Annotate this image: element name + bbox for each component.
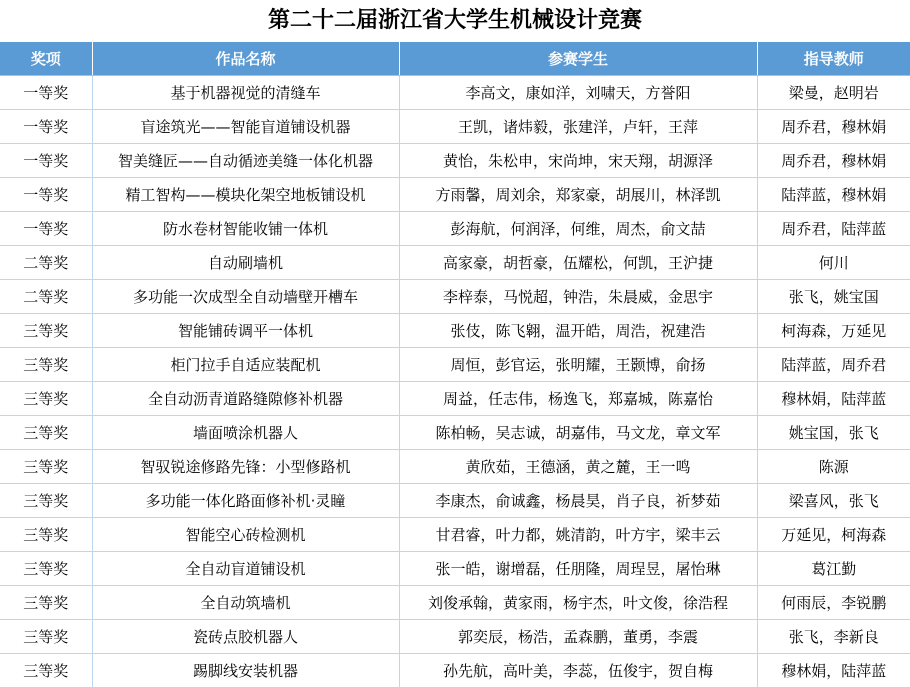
table-header-row [0,42,910,76]
header-award: 奖项 [0,42,92,76]
awards-table [0,42,910,688]
award-cell: 三等奖 [0,450,92,484]
advisors-cell: 陈源 [757,450,910,484]
table-row [0,246,910,280]
award-cell: 三等奖 [0,314,92,348]
award-cell: 三等奖 [0,348,92,382]
advisors-cell: 穆林娟，陆萍蓝 [757,382,910,416]
table-row [0,212,910,246]
advisors-cell: 何川 [757,246,910,280]
advisors-cell: 柯海森，万延见 [757,314,910,348]
work-title-cell: 自动刷墙机 [92,246,399,280]
students-cell: 陈柏畅，吴志诚，胡嘉伟，马文龙，章文军 [399,416,757,450]
work-title-cell: 智能空心砖检测机 [92,518,399,552]
award-cell: 三等奖 [0,620,92,654]
work-title-cell: 全自动盲道铺设机 [92,552,399,586]
work-title-cell: 盲途筑光——智能盲道铺设机器 [92,110,399,144]
advisors-cell: 何雨辰，李锐鹏 [757,586,910,620]
work-title-cell: 基于机器视觉的清缝车 [92,76,399,110]
work-title-cell: 全自动沥青道路缝隙修补机器 [92,382,399,416]
award-cell: 三等奖 [0,586,92,620]
table-body [0,76,910,688]
table-row [0,484,910,518]
award-cell: 一等奖 [0,212,92,246]
students-cell: 周恒，彭官运，张明耀，王颢博，俞扬 [399,348,757,382]
table-row [0,620,910,654]
students-cell: 李康杰，俞诚鑫，杨晨昊，肖子良，祈梦茹 [399,484,757,518]
students-cell: 刘俊承翰，黄家雨，杨宇杰，叶文俊，徐浩程 [399,586,757,620]
students-cell: 张伎，陈飞翱，温开皓，周浩，祝建浩 [399,314,757,348]
table-row [0,144,910,178]
table-row [0,110,910,144]
students-cell: 孙先航，高叶美，李蕊，伍俊宇，贺自梅 [399,654,757,688]
advisors-cell: 张飞，李新良 [757,620,910,654]
header-advisors: 指导教师 [757,42,910,76]
students-cell: 张一皓，谢增磊，任朋隆，周珵昱，屠怡琳 [399,552,757,586]
advisors-cell: 万延见，柯海森 [757,518,910,552]
table-row [0,518,910,552]
advisors-cell: 周乔君，穆林娟 [757,144,910,178]
work-title-cell: 防水卷材智能收铺一体机 [92,212,399,246]
award-cell: 一等奖 [0,110,92,144]
award-cell: 三等奖 [0,382,92,416]
table-row [0,654,910,688]
work-title-cell: 瓷砖点胶机器人 [92,620,399,654]
award-cell: 一等奖 [0,144,92,178]
table-row [0,314,910,348]
work-title-cell: 柜门拉手自适应装配机 [92,348,399,382]
advisors-cell: 穆林娟，陆萍蓝 [757,654,910,688]
students-cell: 李高文，康如洋，刘啸天，方誉阳 [399,76,757,110]
work-title-cell: 多功能一体化路面修补机·灵瞳 [92,484,399,518]
work-title-cell: 智美缝匠——自动循迹美缝一体化机器 [92,144,399,178]
table-row [0,76,910,110]
advisors-cell: 陆萍蓝，周乔君 [757,348,910,382]
advisors-cell: 葛江勤 [757,552,910,586]
students-cell: 郭奕辰，杨浩，孟森鹏，董勇，李震 [399,620,757,654]
award-cell: 一等奖 [0,178,92,212]
advisors-cell: 张飞，姚宝国 [757,280,910,314]
page-title: 第二十二届浙江省大学生机械设计竞赛 [267,8,642,33]
students-cell: 彭海航，何润泽，何维，周杰，俞文喆 [399,212,757,246]
students-cell: 方雨馨，周刘余，郑家豪，胡展川，林泽凯 [399,178,757,212]
award-cell: 一等奖 [0,76,92,110]
advisors-cell: 周乔君，陆萍蓝 [757,212,910,246]
table-row [0,280,910,314]
students-cell: 黄欣茹，王德涵，黄之麓，王一鸣 [399,450,757,484]
header-students: 参赛学生 [399,42,757,76]
table-row [0,552,910,586]
award-cell: 三等奖 [0,654,92,688]
table-row [0,382,910,416]
advisors-cell: 姚宝国，张飞 [757,416,910,450]
students-cell: 王凯，诸炜毅，张建洋，卢轩，王萍 [399,110,757,144]
students-cell: 李梓泰，马悦超，钟浩，朱晨威，金思宇 [399,280,757,314]
work-title-cell: 全自动筑墙机 [92,586,399,620]
work-title-cell: 智驭锐途修路先锋：小型修路机 [92,450,399,484]
table-row [0,348,910,382]
award-cell: 三等奖 [0,416,92,450]
table-row [0,416,910,450]
table-row [0,178,910,212]
table-row [0,586,910,620]
students-cell: 甘君睿，叶力都，姚清韵，叶方宇，梁丰云 [399,518,757,552]
award-cell: 三等奖 [0,518,92,552]
students-cell: 周益，任志伟，杨逸飞，郑嘉城，陈嘉怡 [399,382,757,416]
award-cell: 三等奖 [0,552,92,586]
work-title-cell: 精工智构——模块化架空地板铺设机 [92,178,399,212]
work-title-cell: 墙面喷涂机器人 [92,416,399,450]
award-cell: 二等奖 [0,246,92,280]
header-work-title: 作品名称 [92,42,399,76]
students-cell: 黄怡，朱松申，宋尚坤，宋天翔，胡源泽 [399,144,757,178]
award-cell: 二等奖 [0,280,92,314]
advisors-cell: 梁喜风，张飞 [757,484,910,518]
advisors-cell: 梁曼，赵明岩 [757,76,910,110]
work-title-cell: 多功能一次成型全自动墙壁开槽车 [92,280,399,314]
students-cell: 高家豪，胡哲豪，伍耀松，何凯，王沪捷 [399,246,757,280]
advisors-cell: 周乔君，穆林娟 [757,110,910,144]
award-cell: 三等奖 [0,484,92,518]
advisors-cell: 陆萍蓝，穆林娟 [757,178,910,212]
work-title-cell: 智能铺砖调平一体机 [92,314,399,348]
table-row [0,450,910,484]
work-title-cell: 踢脚线安装机器 [92,654,399,688]
